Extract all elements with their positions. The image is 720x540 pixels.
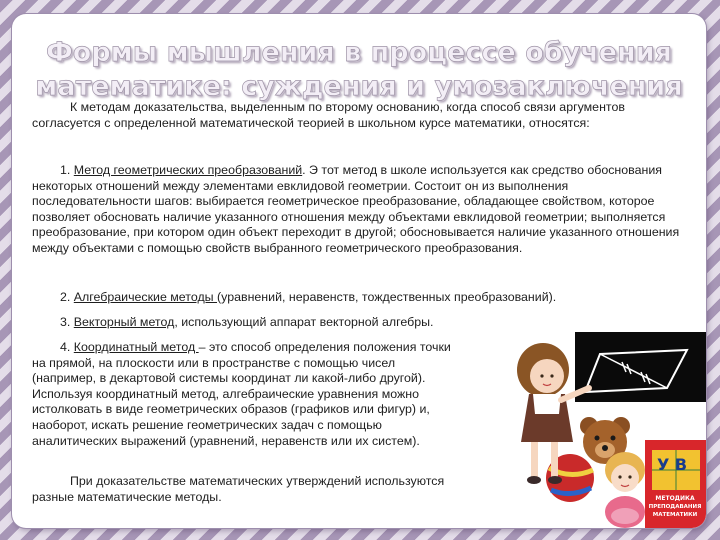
conclusion-paragraph xyxy=(32,474,502,505)
method-3-link[interactable]: Векторный метод xyxy=(73,315,175,329)
intro-paragraph: К методам доказательства, выделенным по второму основанию, когда способ связи аргументов согласуется с определенной математической теорией в школьном курсе математики, относятся: xyxy=(32,100,625,130)
slide-title xyxy=(32,36,686,104)
method-3-number: 3. xyxy=(60,315,74,329)
method-item-1 xyxy=(32,163,690,257)
book-title-2: ПРЕПОДАВАНИЯ xyxy=(648,504,702,510)
method-4-text-line-5: истолковать в виде геометрических образов (графиков или фигур) и, xyxy=(32,402,430,417)
children-with-math-book-illustration xyxy=(505,330,706,528)
book-title-1: МЕТОДИКА xyxy=(655,495,695,502)
book-letters: У В xyxy=(657,455,688,474)
method-2-text: (уравнений, неравенств, тождественных преобразований). xyxy=(217,290,557,304)
method-1-text: . Э тот метод в школе используется как средство обоснования некоторых отношений между элементами евклидовой геометрии. Состоит он из выполнения последовательности шагов: выбирается геометрическое преобразование, обладающее свойством, которое позволяет обосновать наличие указанного отношения между объектами евклидовой геометрии; выполняется преобразование, при котором один объект переходит в другой; обосновывается наличие указанного отношения между объектами с помощью свойств выбранного геометрического преобразования. xyxy=(32,163,680,255)
method-1-number: 1. xyxy=(60,163,74,177)
method-item-2 xyxy=(32,290,690,306)
method-item-4 xyxy=(32,340,512,449)
book-title-3: МАТЕМАТИКИ xyxy=(652,512,698,518)
method-4-text-line-2: на прямой, на плоскости или в пространстве с помощью чисел xyxy=(32,355,396,370)
conclusion-line-2: разные математические методы. xyxy=(32,489,222,504)
method-4-link[interactable]: Координатный метод xyxy=(73,340,199,354)
method-2-number: 2. xyxy=(60,290,74,304)
method-3-text: , использующий аппарат векторной алгебры. xyxy=(174,315,434,329)
method-4-text-line-3: (например, в декартовой системы координат ли какой-либо другой). xyxy=(32,371,426,386)
method-4-text-line-4: Используя координатный метод, алгебраические уравнения можно xyxy=(32,386,419,401)
blackboard xyxy=(575,332,706,402)
method-4-text-line-6: наоборот, искать решение геометрических задач с помощью xyxy=(32,417,382,432)
slide-title-line-2: математике: суждения и умозаключения xyxy=(35,71,683,102)
method-4-number: 4. xyxy=(60,340,74,354)
math-book xyxy=(645,440,706,528)
method-2-link[interactable]: Алгебраические методы xyxy=(73,290,218,304)
method-item-3 xyxy=(32,315,690,331)
slide-card xyxy=(12,14,706,528)
method-4-text-line-7: аналитических выражений (уравнений, неравенств или их систем). xyxy=(32,433,420,448)
slide-title-line-1: Формы мышления в процессе обучения xyxy=(46,37,672,68)
conclusion-line-1: При доказательстве математических утверждений используются xyxy=(70,474,445,488)
method-4-text-line-1: – это способ определения положения точки xyxy=(198,340,451,354)
method-1-link[interactable]: Метод геометрических преобразований xyxy=(73,163,303,177)
method-4-first-line xyxy=(32,340,512,356)
